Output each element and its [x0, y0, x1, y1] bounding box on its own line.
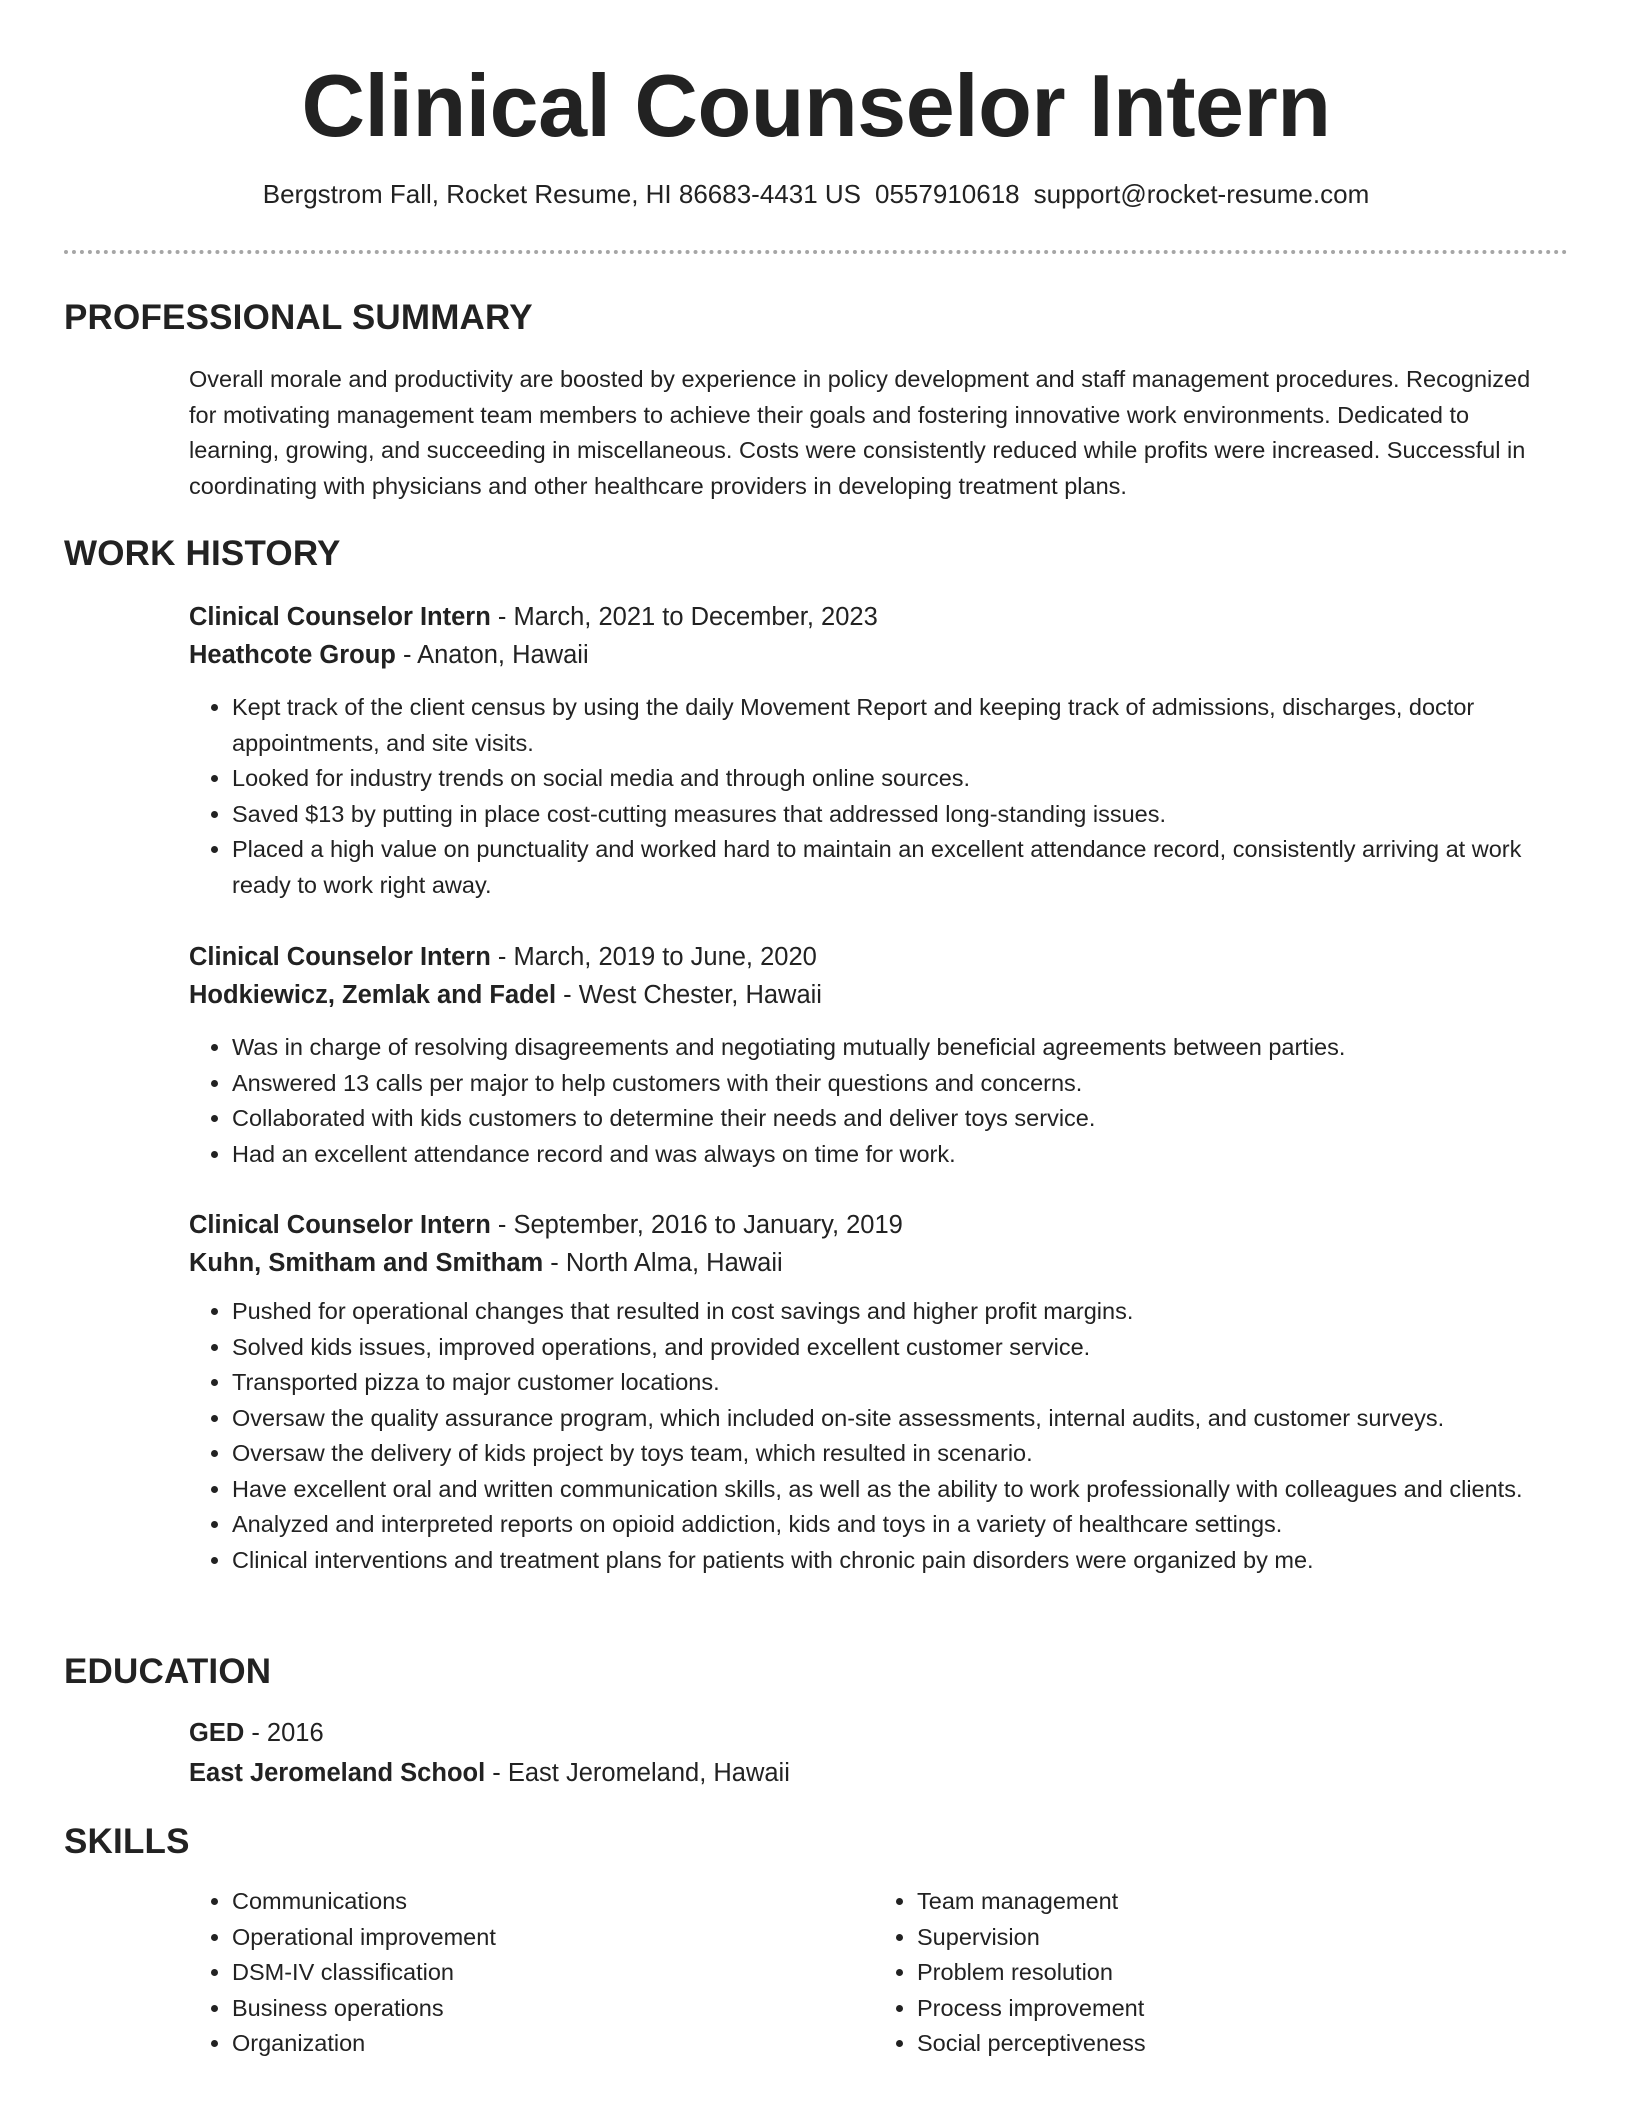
job-location: - North Alma, Hawaii [543, 1249, 783, 1277]
job-bullet: • Saved $13 by putting in place cost-cutting measures that addressed long-standing issues. [232, 797, 1559, 833]
skills-column-left [189, 1884, 874, 2062]
job-bullets [189, 690, 1559, 903]
job-company-line [189, 1244, 1559, 1282]
section-title-skills: SKILLS [64, 1822, 190, 1861]
job-title-line [189, 598, 1559, 636]
job-bullet: • Placed a high value on punctuality and worked hard to maintain an excellent attendance record, consistently arriving at work ready to work right away. [232, 832, 1559, 903]
skill-item: • Organization [232, 2026, 874, 2062]
summary-text: Overall morale and productivity are boosted by experience in policy development and staff management procedures. Recognized for motivating management team members to achieve their goals and fostering innovative work environments. Dedicated to learning, growing, and succeeding in miscellaneous. Costs were consistently reduced while profits were increased. Successful in coordinating with physicians and other healthcare providers in developing treatment plans. [189, 366, 1531, 499]
job-dates: - March, 2021 to December, 2023 [490, 603, 878, 631]
skill-item: • Supervision [917, 1920, 1559, 1956]
job-bullet: • Had an excellent attendance record and was always on time for work. [232, 1137, 1559, 1173]
skill-item: • DSM-IV classification [232, 1955, 874, 1991]
skill-item: • Operational improvement [232, 1920, 874, 1956]
job-title-line [189, 1206, 1559, 1244]
education-entry [189, 1714, 1559, 1792]
job-role: Clinical Counselor Intern [189, 603, 491, 631]
job-location: - West Chester, Hawaii [556, 981, 822, 1009]
skill-item: • Social perceptiveness [917, 2026, 1559, 2062]
resume-name: Clinical Counselor Intern [301, 56, 1331, 155]
job-bullet: • Solved kids issues, improved operations, and provided excellent customer service. [232, 1330, 1559, 1366]
job-bullet: • Oversaw the quality assurance program, which included on-site assessments, internal audits, and customer surveys. [232, 1401, 1559, 1437]
education-degree: GED [189, 1719, 245, 1747]
job-bullet: • Looked for industry trends on social media and through online sources. [232, 761, 1559, 797]
job-company-line [189, 636, 1559, 674]
contact-address: Bergstrom Fall, Rocket Resume, HI 86683-4431 US [262, 179, 862, 209]
job-bullet: • Clinical interventions and treatment plans for patients with chronic pain disorders were organized by me. [232, 1543, 1559, 1579]
job-bullet: • Kept track of the client census by using the daily Movement Report and keeping track of admissions, discharges, doctor appointments, and site visits. [232, 690, 1559, 761]
job-bullets [189, 1294, 1559, 1578]
job-company: Hodkiewicz, Zemlak and Fadel [189, 981, 557, 1009]
job-company: Kuhn, Smitham and Smitham [189, 1249, 544, 1277]
job-bullet: • Have excellent oral and written communication skills, as well as the ability to work professionally with colleagues and clients. [232, 1472, 1559, 1508]
contact-phone: 0557910618 [875, 179, 1020, 209]
job-bullet: • Transported pizza to major customer locations. [232, 1365, 1559, 1401]
job-bullet: • Pushed for operational changes that resulted in cost savings and higher profit margins. [232, 1294, 1559, 1330]
job-company-line [189, 976, 1559, 1014]
job-title-line [189, 938, 1559, 976]
job-dates: - September, 2016 to January, 2019 [490, 1211, 903, 1239]
section-title-education: EDUCATION [64, 1652, 272, 1691]
education-school: East Jeromeland School [189, 1759, 486, 1787]
skills-list [189, 1884, 1559, 2062]
education-location: - East Jeromeland, Hawaii [485, 1759, 790, 1787]
job-bullet: • Was in charge of resolving disagreements and negotiating mutually beneficial agreements between parties. [232, 1030, 1559, 1066]
job-bullets [189, 1030, 1559, 1172]
job-role: Clinical Counselor Intern [189, 943, 491, 971]
job-company: Heathcote Group [189, 641, 396, 669]
job-entry [189, 598, 1559, 903]
job-role: Clinical Counselor Intern [189, 1211, 491, 1239]
resume-page [64, 0, 1568, 2056]
education-year: - 2016 [244, 1719, 324, 1747]
job-bullet: • Oversaw the delivery of kids project by toys team, which resulted in scenario. [232, 1436, 1559, 1472]
section-title-work-history: WORK HISTORY [64, 534, 341, 573]
skill-item: • Communications [232, 1884, 874, 1920]
job-bullet: • Analyzed and interpreted reports on opioid addiction, kids and toys in a variety of healthcare settings. [232, 1507, 1559, 1543]
skills-column-right [874, 1884, 1559, 2062]
skill-item: • Problem resolution [917, 1955, 1559, 1991]
job-location: - Anaton, Hawaii [395, 641, 589, 669]
job-entry [189, 1206, 1559, 1578]
job-bullet: • Collaborated with kids customers to determine their needs and deliver toys service. [232, 1101, 1559, 1137]
education-degree-line [189, 1714, 1559, 1752]
section-title-summary: PROFESSIONAL SUMMARY [64, 298, 533, 337]
header-divider [64, 250, 1568, 254]
skill-item: • Process improvement [917, 1991, 1559, 2027]
contact-email: support@rocket-resume.com [1033, 179, 1370, 209]
job-entry [189, 938, 1559, 1172]
job-bullet: • Answered 13 calls per major to help customers with their questions and concerns. [232, 1066, 1559, 1102]
education-school-line [189, 1754, 1559, 1792]
skill-item: • Team management [917, 1884, 1559, 1920]
contact-line [64, 178, 1568, 210]
skill-item: • Business operations [232, 1991, 874, 2027]
job-dates: - March, 2019 to June, 2020 [490, 943, 817, 971]
